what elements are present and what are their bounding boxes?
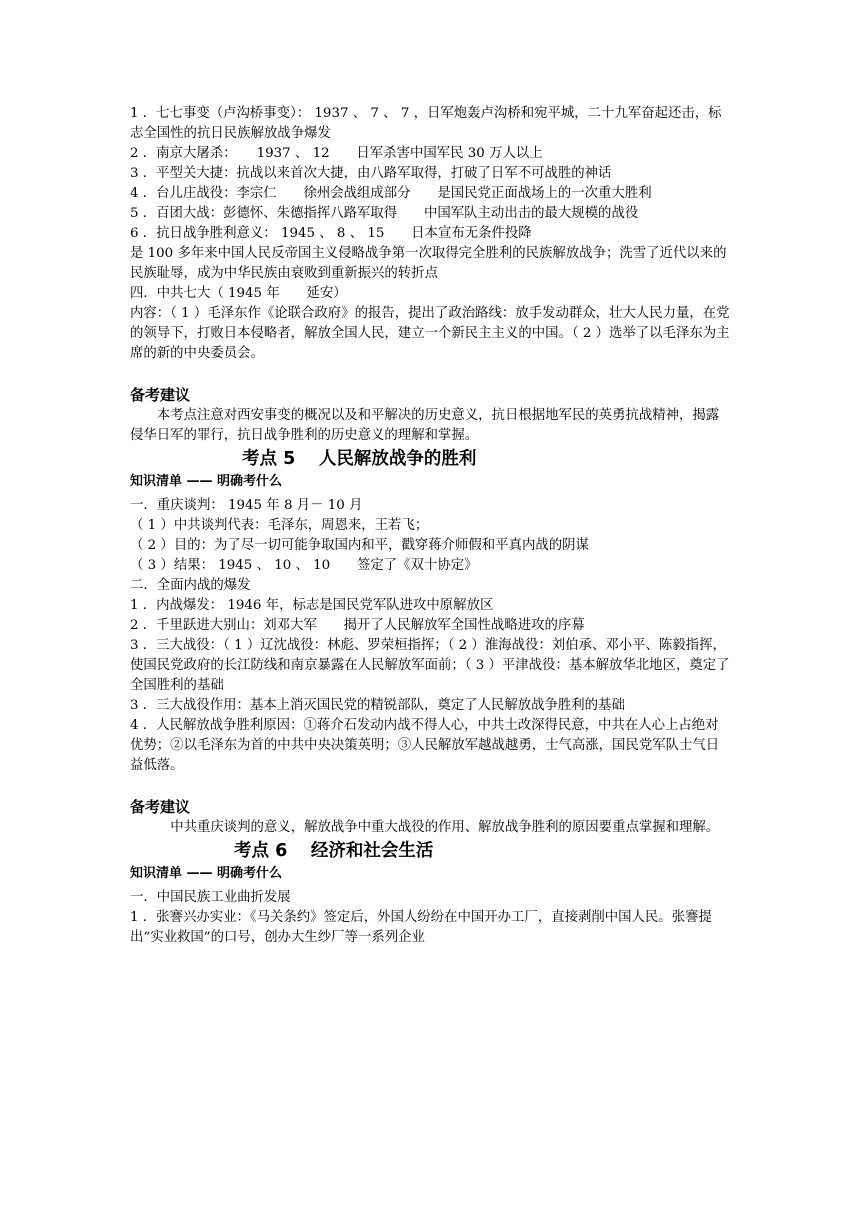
spacer — [130, 364, 730, 384]
paragraph: 4 ．台儿庄战役：李宗仁 徐州会战组成部分 是国民党正面战场上的一次重大胜利 — [130, 186, 652, 201]
document-page — [130, 104, 730, 948]
paragraph: 3 ．三大战役：（ 1 ）辽沈战役：林彪、罗荣桓指挥；（ 2 ）淮海战役：刘伯承、邓小平、陈毅指挥，使国民党政府的长江防线和南京暴露在人民解放军面前；（ 3 ）平津战役：基本解放华北地区，奠定了全国胜利的基础 — [130, 638, 730, 693]
paragraph: 一．中国民族工业曲折发展 — [130, 890, 291, 905]
paragraph: （ 1 ）中共谈判代表：毛泽东，周恩来，王若飞； — [130, 518, 429, 533]
advice-section-1 — [130, 384, 730, 446]
advice-section-2 — [130, 796, 730, 838]
advice-text: 本考点注意对西安事变的概况以及和平解决的历史意义，抗日根据地军民的英勇抗战精神，揭露侵华日军的罪行，抗日战争胜利的历史意义的理解和掌握。 — [130, 408, 720, 443]
paragraph: 二．全面内战的爆发 — [130, 578, 251, 593]
advice-title: 备考建议 — [130, 798, 191, 816]
paragraph: 是 100 多年来中国人民反帝国主义侵略战争第一次取得完全胜利的民族解放战争；洗雪了近代以来的民族耻辱，成为中华民族由衰败到重新振兴的转折点 — [130, 246, 727, 281]
paragraph: 4 ．人民解放战争胜利原因：①蒋介石发动内战不得人心，中共土改深得民意，中共在人心上占绝对优势；②以毛泽东为首的中共中央决策英明；③人民解放军越战越勇，士气高涨，国民党军队士气日益低落。 — [130, 718, 720, 773]
paragraph: 2 ．千里跃进大别山：刘邓大军 揭开了人民解放军全国性战略进攻的序幕 — [130, 618, 585, 633]
paragraph: 5 ．百团大战：彭德怀、朱德指挥八路军取得 中国军队主动出击的最大规模的战役 — [130, 206, 639, 221]
block-1 — [130, 104, 730, 364]
kaodian-5-title: 考点 5 人民解放战争的胜利 — [242, 449, 477, 469]
paragraph: 一．重庆谈判： 1945 年 8 月－ 10 月 — [130, 498, 363, 513]
kaodian-5-section — [130, 446, 730, 776]
paragraph: 四．中共七大（ 1945 年 延安） — [130, 286, 347, 301]
paragraph: 2 ．南京大屠杀： 1937 、 12 日军杀害中国军民 30 万人以上 — [130, 146, 543, 161]
paragraph: 1 ．张謇兴办实业：《马关条约》签定后，外国人纷纷在中国开办工厂，直接剥削中国人民。张謇提出“实业救国”的口号，创办大生纱厂等一系列企业 — [130, 910, 712, 945]
paragraph: 6 ．抗日战争胜利意义： 1945 、 8 、 15 日本宣布无条件投降 — [130, 226, 532, 241]
paragraph: （ 3 ）结果： 1945 、 10 、 10 签定了《双十协定》 — [130, 558, 478, 573]
kaodian-6-title: 考点 6 经济和社会生活 — [234, 841, 434, 861]
paragraph: 内容：（ 1 ）毛泽东作《论联合政府》的报告，提出了政治路线：放手发动群众，壮大人民力量，在党的领导下，打败日本侵略者，解放全国人民，建立一个新民主主义的中国。（ 2 ）选举了以毛泽东为主席的新的中央委员会。 — [130, 306, 730, 361]
paragraph: 1 ．七七事变（卢沟桥事变）： 1937 、 7 、 7 ，日军炮轰卢沟桥和宛平城，二十九军奋起还击，标志全国性的抗日民族解放战争爆发 — [130, 106, 722, 141]
kaodian-6-section — [130, 838, 730, 948]
paragraph: 3 ．三大战役作用：基本上消灭国民党的精锐部队，奠定了人民解放战争胜利的基础 — [130, 698, 625, 713]
paragraph: 3 ．平型关大捷：抗战以来首次大捷，由八路军取得，打破了日军不可战胜的神话 — [130, 166, 612, 181]
paragraph: 1 ．内战爆发： 1946 年，标志是国民党军队进攻中原解放区 — [130, 598, 494, 613]
paragraph: （ 2 ）目的：为了尽一切可能争取国内和平，戳穿蒋介师假和平真内战的阴谋 — [130, 538, 589, 553]
spacer — [130, 776, 730, 796]
advice-text: 中共重庆谈判的意义，解放战争中重大战役的作用、解放战争胜利的原因要重点掌握和理解。 — [170, 820, 720, 835]
kaodian-6-subtitle: 知识清单 —— 明确考什么 — [130, 866, 283, 881]
kaodian-5-subtitle: 知识清单 —— 明确考什么 — [130, 474, 283, 489]
advice-title: 备考建议 — [130, 386, 191, 404]
